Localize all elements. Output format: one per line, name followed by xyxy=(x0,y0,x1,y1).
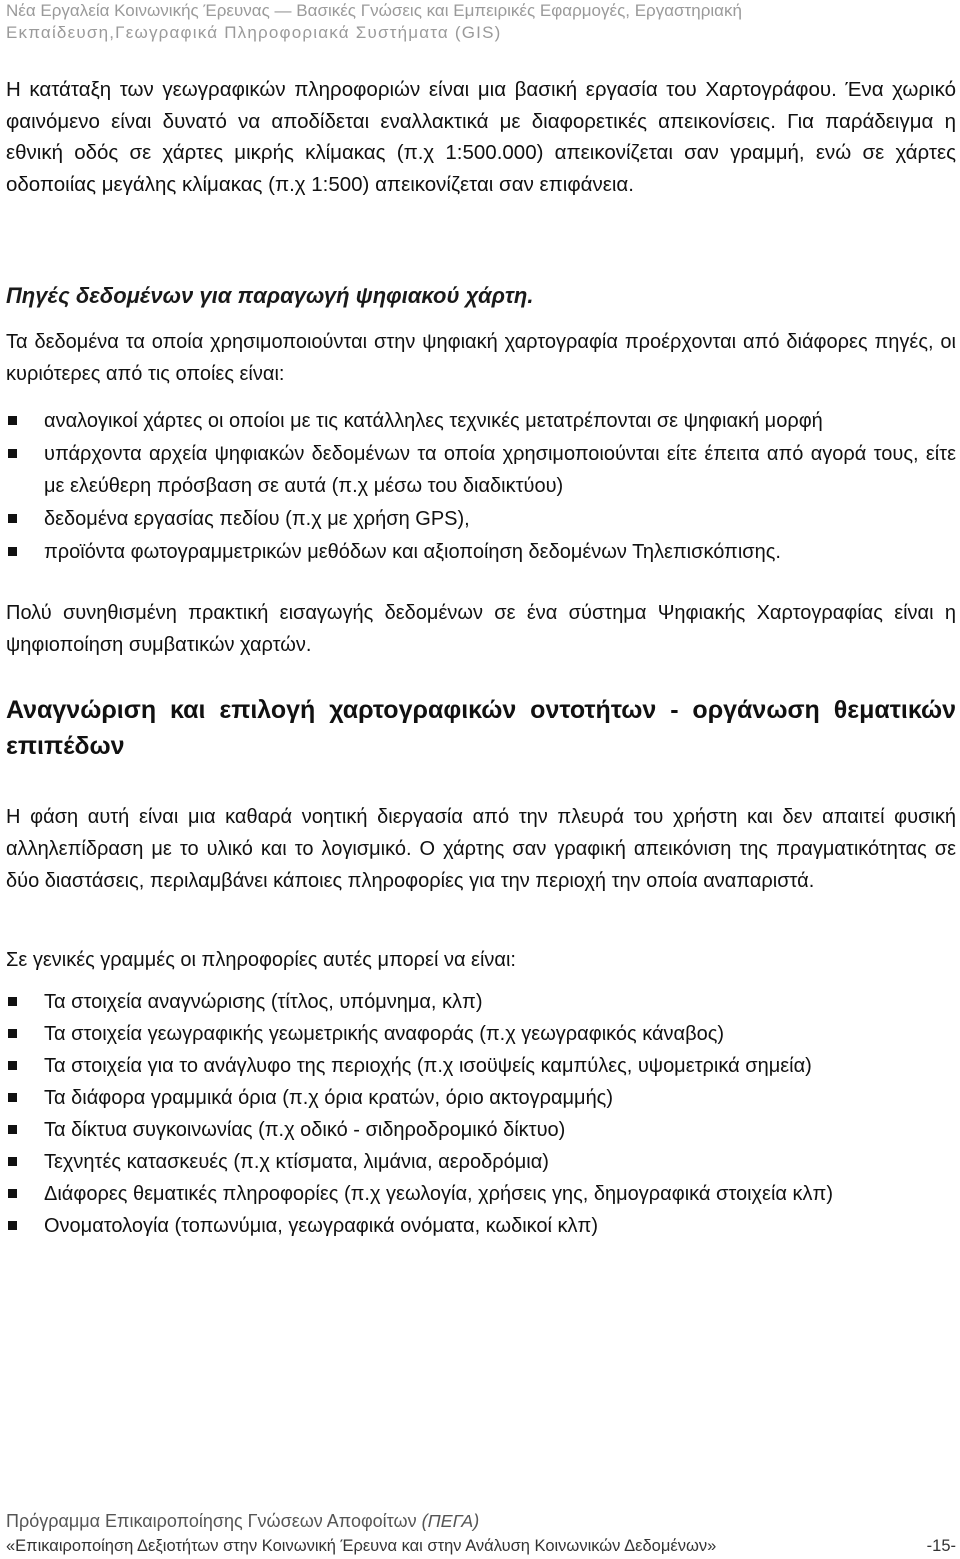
square-bullet-icon xyxy=(8,514,17,523)
info-intro: Σε γενικές γραμμές οι πληροφορίες αυτές μπορεί να είναι: xyxy=(6,949,516,971)
sources-heading: Πηγές δεδομένων για παραγωγή ψηφιακού χάρτη. xyxy=(6,283,534,308)
list-item xyxy=(6,986,956,1018)
info-list xyxy=(6,986,956,1242)
square-bullet-icon xyxy=(8,1029,17,1038)
header-line-2: Εκπαίδευση,Γεωγραφικά Πληροφοριακά Συστήματα (GIS) xyxy=(6,23,502,42)
footer-program xyxy=(6,1508,956,1534)
square-bullet-icon xyxy=(8,997,17,1006)
footer-course-line xyxy=(6,1534,956,1558)
list-item xyxy=(6,1082,956,1114)
square-bullet-icon xyxy=(8,547,17,556)
square-bullet-icon xyxy=(8,1125,17,1134)
list-item-text: Τα δίκτυα συγκοινωνίας (π.χ οδικό - σιδηροδρομικό δίκτυο) xyxy=(44,1119,566,1141)
list-item xyxy=(6,1210,956,1242)
list-item-text: Διάφορες θεματικές πληροφορίες (π.χ γεωλογία, χρήσεις γης, δημογραφικά στοιχεία κλπ) xyxy=(44,1183,833,1205)
list-item-text: δεδομένα εργασίας πεδίου (π.χ με χρήση GPS), xyxy=(44,508,470,530)
list-item xyxy=(6,1050,956,1082)
section-paragraph: Η φάση αυτή είναι μια καθαρά νοητική διεργασία από την πλευρά του χρήστη και δεν απαιτεί φυσική αλληλεπίδραση με το υλικό και το λογισμικό. Ο χάρτης σαν γραφική απεικόνιση της πραγματικότητας σε δύο διαστάσεις, περιλαμβάνει κάποιες πληροφορίες για την περιοχή την οποία αναπαριστά. xyxy=(6,806,956,892)
square-bullet-icon xyxy=(8,1189,17,1198)
list-item-text: Τεχνητές κατασκευές (π.χ κτίσματα, λιμάνια, αεροδρόμια) xyxy=(44,1151,549,1173)
section-title: Αναγνώριση και επιλογή χαρτογραφικών οντοτήτων - οργάνωση θεματικών επιπέδων xyxy=(6,696,956,760)
intro-paragraph: Η κατάταξη των γεωγραφικών πληροφοριών είναι μια βασική εργασία του Χαρτογράφου. Ένα χωρικό φαινόμενο είναι δυνατό να αποδίδεται εναλλακτικά με διαφορετικές απεικονίσεις. Για παράδειγμα η εθνική οδός σε χάρτες μικρής κλίμακας (π.χ 1:500.000) απεικονίζεται σαν γραμμή, ενώ σε χάρτες οδοποιίας μεγάλης κλίμακας (π.χ 1:500) απεικονίζεται σαν επιφάνεια. xyxy=(6,78,956,196)
list-item-text: Τα στοιχεία για το ανάγλυφο της περιοχής (π.χ ισοϋψείς καμπύλες, υψομετρικά σημεία) xyxy=(44,1055,812,1077)
list-item-text: αναλογικοί χάρτες οι οποίοι με τις κατάλληλες τεχνικές μετατρέπονται σε ψηφιακή μορφή xyxy=(44,410,823,432)
list-item-text: Ονοματολογία (τοπωνύμια, γεωγραφικά ονόματα, κωδικοί κλπ) xyxy=(44,1215,599,1237)
list-item xyxy=(6,438,956,502)
list-item-text: Τα στοιχεία γεωγραφικής γεωμετρικής αναφοράς (π.χ γεωγραφικός κάναβος) xyxy=(44,1023,725,1045)
list-item-text: Τα στοιχεία αναγνώρισης (τίτλος, υπόμνημα, κλπ) xyxy=(44,991,483,1013)
sources-conclusion: Πολύ συνηθισμένη πρακτική εισαγωγής δεδομένων σε ένα σύστημα Ψηφιακής Χαρτογραφίας είναι η ψηφιοποίηση συμβατικών χαρτών. xyxy=(6,602,956,656)
square-bullet-icon xyxy=(8,1061,17,1070)
running-footer xyxy=(6,1508,956,1558)
square-bullet-icon xyxy=(8,416,17,425)
list-item xyxy=(6,1114,956,1146)
running-header xyxy=(6,0,956,44)
footer-program-abbr: (ΠΕΓΑ) xyxy=(421,1511,480,1531)
list-item xyxy=(6,405,956,437)
list-item xyxy=(6,1178,956,1210)
list-item-text: προϊόντα φωτογραμμετρικών μεθόδων και αξιοποίηση δεδομένων Τηλεπισκόπισης. xyxy=(44,541,781,563)
list-item xyxy=(6,1146,956,1178)
list-item xyxy=(6,1018,956,1050)
page-number: -15- xyxy=(926,1537,956,1555)
square-bullet-icon xyxy=(8,1157,17,1166)
sources-intro: Τα δεδομένα τα οποία χρησιμοποιούνται στην ψηφιακή χαρτογραφία προέρχονται από διάφορες πηγές, οι κυριότερες από τις οποίες είναι: xyxy=(6,331,956,385)
list-item-text: Τα διάφορα γραμμικά όρια (π.χ όρια κρατών, όριο ακτογραμμής) xyxy=(44,1087,613,1109)
list-item xyxy=(6,503,956,535)
square-bullet-icon xyxy=(8,449,17,458)
footer-program-name: Πρόγραμμα Επικαιροποίησης Γνώσεων Αποφοίτων xyxy=(6,1511,417,1531)
sources-list xyxy=(6,405,956,569)
footer-course: «Επικαιροποίηση Δεξιοτήτων στην Κοινωνική Έρευνα και στην Ανάλυση Κοινωνικών Δεδομένων» xyxy=(6,1537,717,1555)
list-item-text: υπάρχοντα αρχεία ψηφιακών δεδομένων τα οποία χρησιμοποιούνται είτε έπειτα από αγορά τους, είτε με ελεύθερη πρόσβαση σε αυτά (π.χ μέσω του διαδικτύου) xyxy=(44,443,956,497)
list-item xyxy=(6,536,956,568)
header-line-1: Νέα Εργαλεία Κοινωνικής Έρευνας — Βασικές Γνώσεις και Εμπειρικές Εφαρμογές, Εργαστηριακή xyxy=(6,1,742,20)
square-bullet-icon xyxy=(8,1093,17,1102)
square-bullet-icon xyxy=(8,1221,17,1230)
